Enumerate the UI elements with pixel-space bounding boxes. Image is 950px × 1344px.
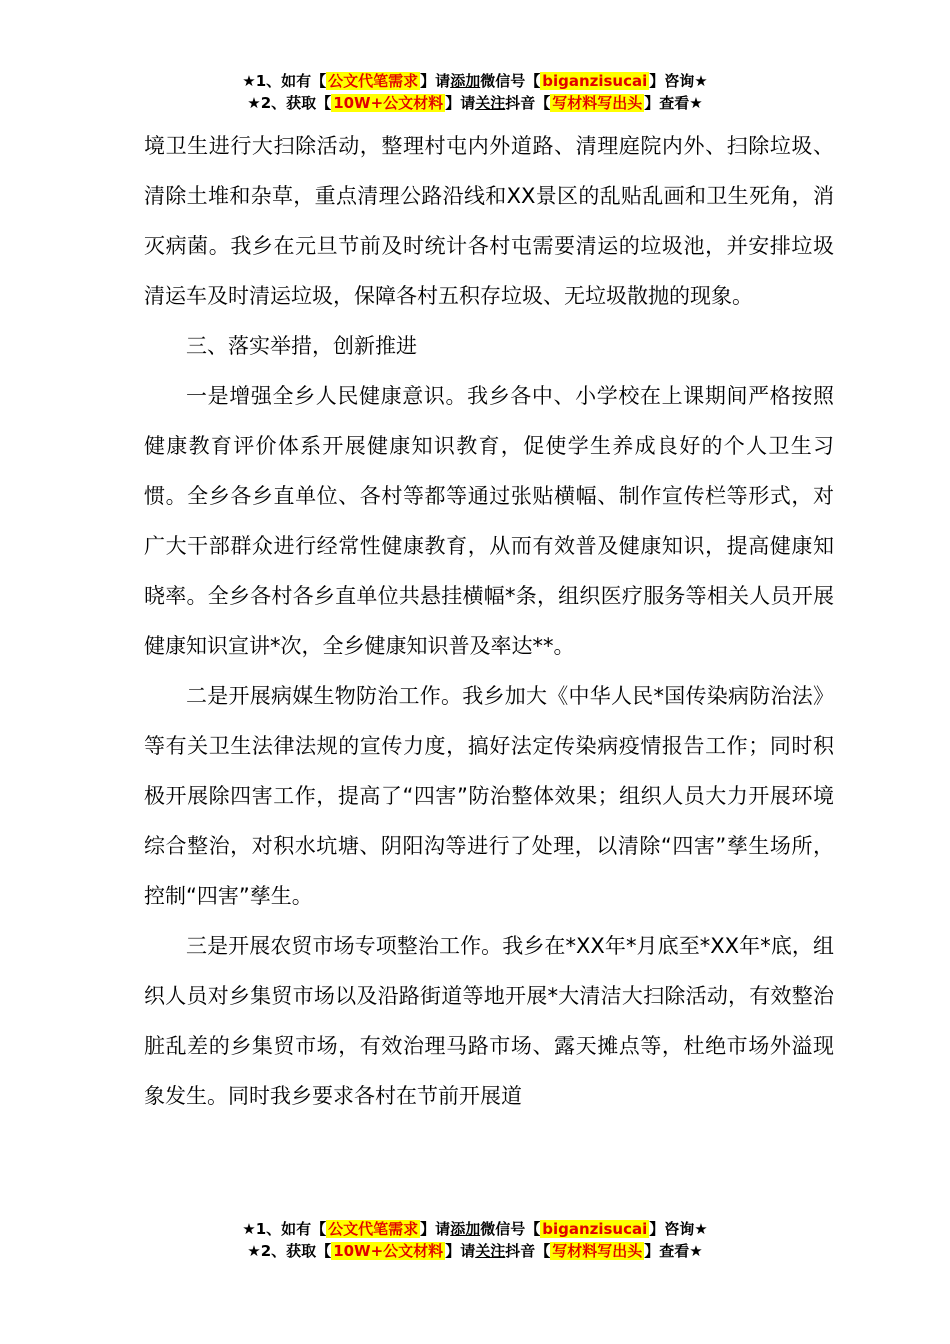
banner-underline: 添加: [450, 1220, 481, 1238]
banner-text: ★2、获取【: [247, 94, 332, 112]
paragraph: 境卫生进行大扫除活动，整理村屯内外道路、清理庭院内外、扫除垃圾、清除土堆和杂草，重点清理公路沿线和XX景区的乱贴乱画和卫生死角，消灭病菌。我乡在元旦节前及时统计各村屯需要清运的垃圾池，并安排垃圾清运车及时清运垃圾，保障各村五积存垃圾、无垃圾散抛的现象。: [144, 134, 834, 308]
banner-text: ★2、获取【: [247, 1242, 332, 1260]
banner-highlight: 公文代笔需求: [328, 72, 419, 90]
banner-text: 】请: [420, 1220, 451, 1238]
paragraph: 三是开展农贸市场专项整治工作。我乡在*XX年*月底至*XX年*底，组织人员对乡集贸市场以及沿路街道等地开展*大清洁大扫除活动，有效整治脏乱差的乡集贸市场，有效治理马路市场、露天摊点等，杜绝市场外溢现象发生。同时我乡要求各村在节前开展道: [144, 934, 834, 1108]
banner-underline: 关注: [475, 1242, 506, 1260]
banner-text: 抖音【: [505, 1242, 551, 1260]
banner-line-2: [0, 92, 950, 114]
banner-text: 】请: [445, 1242, 476, 1260]
banner-text: 】查看★: [644, 1242, 703, 1260]
banner-text: 】请: [445, 94, 476, 112]
banner-underline: 添加: [450, 72, 481, 90]
banner-text: 微信号【: [480, 1220, 541, 1238]
banner-highlight: 写材料写出头: [552, 1242, 643, 1260]
paragraph: 二是开展病媒生物防治工作。我乡加大《中华人民*国传染病防治法》等有关卫生法律法规的宣传力度，搞好法定传染病疫情报告工作；同时积极开展除四害工作，提高了“四害”防治整体效果；组织人员大力开展环境综合整治，对积水坑塘、阴阳沟等进行了处理，以清除“四害”孳生场所，控制“四害”孳生。: [144, 684, 834, 908]
banner-text: ★1、如有【: [242, 72, 327, 90]
footer-banner: [0, 1218, 950, 1262]
banner-line-2: [0, 1240, 950, 1262]
banner-underline: 关注: [475, 94, 506, 112]
banner-highlight: 10W+公文材料: [333, 1242, 444, 1260]
banner-line-1: [0, 1218, 950, 1240]
header-banner: [0, 70, 950, 114]
banner-text: 抖音【: [505, 94, 551, 112]
banner-line-1: [0, 70, 950, 92]
banner-text: 】咨询★: [649, 72, 708, 90]
banner-highlight: 公文代笔需求: [328, 1220, 419, 1238]
banner-text: 】查看★: [644, 94, 703, 112]
banner-text: ★1、如有【: [242, 1220, 327, 1238]
banner-text: 微信号【: [480, 72, 541, 90]
banner-highlight: 10W+公文材料: [333, 94, 444, 112]
section-heading: 三、落实举措，创新推进: [186, 334, 417, 358]
banner-highlight: biganzisucai: [542, 72, 648, 90]
banner-highlight: 写材料写出头: [552, 94, 643, 112]
document-body: [144, 121, 834, 1121]
banner-text: 】咨询★: [649, 1220, 708, 1238]
paragraph: 一是增强全乡人民健康意识。我乡各中、小学校在上课期间严格按照健康教育评价体系开展健康知识教育，促使学生养成良好的个人卫生习惯。全乡各乡直单位、各村等都等通过张贴横幅、制作宣传栏等形式，对广大干部群众进行经常性健康教育，从而有效普及健康知识，提高健康知晓率。全乡各村各乡直单位共悬挂横幅*条，组织医疗服务等相关人员开展健康知识宣讲*次，全乡健康知识普及率达**。: [144, 384, 834, 658]
banner-text: 】请: [420, 72, 451, 90]
banner-highlight: biganzisucai: [542, 1220, 648, 1238]
